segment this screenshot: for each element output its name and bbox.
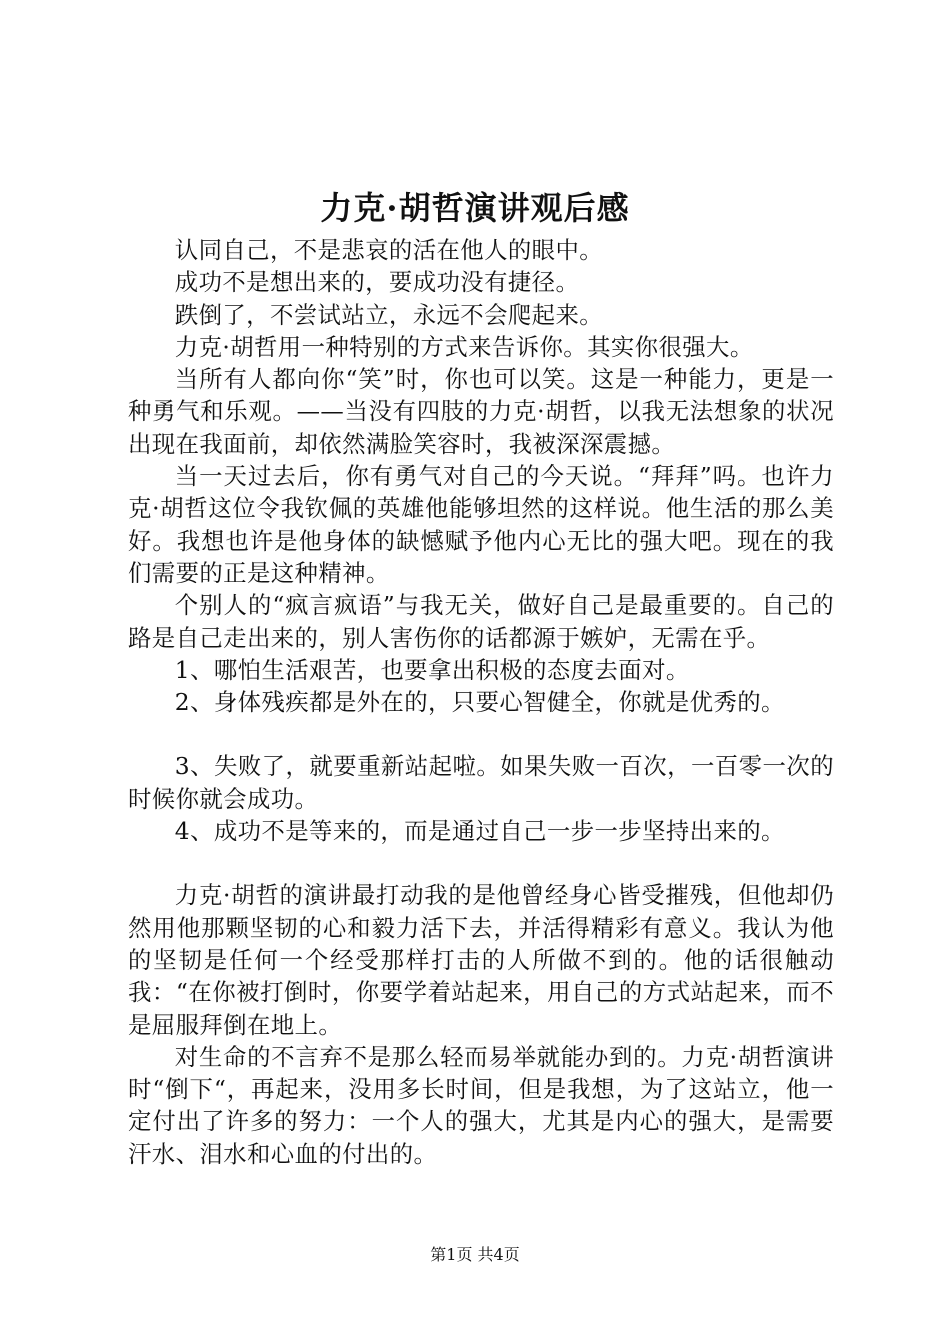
paragraph: 力克·胡哲用一种特别的方式来告诉你。其实你很强大。 — [174, 332, 754, 361]
paragraph: 个别人的“疯言疯语”与我无关，做好自己是最重要的。自己的路是自己走出来的，别人害伤你的话都源于嫉妒，无需在乎。 — [128, 591, 834, 652]
list-item: 1、哪怕生活艰苦，也要拿出积极的态度去面对。 — [174, 655, 690, 684]
paragraph: 当一天过去后，你有勇气对自己的今天说。“拜拜”吗。也许力克·胡哲这位令我钦佩的英雄他能够坦然的这样说。他生活的那么美好。我想也许是他身体的缺憾赋予他内心无比的强大吧。现在的我们需要的正是这种精神。 — [128, 462, 834, 587]
list-item: 2、身体残疾都是外在的，只要心智健全，你就是优秀的。 — [174, 688, 785, 717]
list-item: 4、成功不是等来的，而是通过自己一步一步坚持出来的。 — [174, 817, 785, 846]
paragraph: 当所有人都向你“笑”时，你也可以笑。这是一种能力，更是一种勇气和乐观。——当没有四肢的力克·胡哲，以我无法想象的状况出现在我面前，却依然满脸笑容时，我被深深震撼。 — [128, 365, 834, 458]
paragraph: 跌倒了，不尝试站立，永远不会爬起来。 — [174, 300, 604, 329]
list-item: 3、失败了，就要重新站起啦。如果失败一百次，一百零一次的时候你就会成功。 — [128, 752, 834, 813]
paragraph: 成功不是想出来的，要成功没有捷径。 — [174, 268, 580, 297]
document-title: 力克·胡哲演讲观后感 — [320, 189, 630, 227]
document-body — [128, 234, 834, 1170]
paragraph: 认同自己，不是悲哀的活在他人的眼中。 — [174, 236, 604, 264]
paragraph: 力克·胡哲的演讲最打动我的是他曾经身心皆受摧残，但他却仍然用他那颗坚韧的心和毅力活下去，并活得精彩有意义。我认为他的坚韧是任何一个经受那样打击的人所做不到的。他的话很触动我：“在你被打倒时，你要学着站起来，用自己的方式站起来，而不是屈服拜倒在地上。 — [128, 881, 834, 1039]
paragraph: 对生命的不言弃不是那么轻而易举就能办到的。力克·胡哲演讲时“倒下“，再起来，没用多长时间，但是我想，为了这站立，他一定付出了许多的努力：一个人的强大，尤其是内心的强大，是需要汗水、泪水和心血的付出的。 — [128, 1042, 834, 1168]
page-footer: 第1页 共4页 — [430, 1245, 520, 1264]
